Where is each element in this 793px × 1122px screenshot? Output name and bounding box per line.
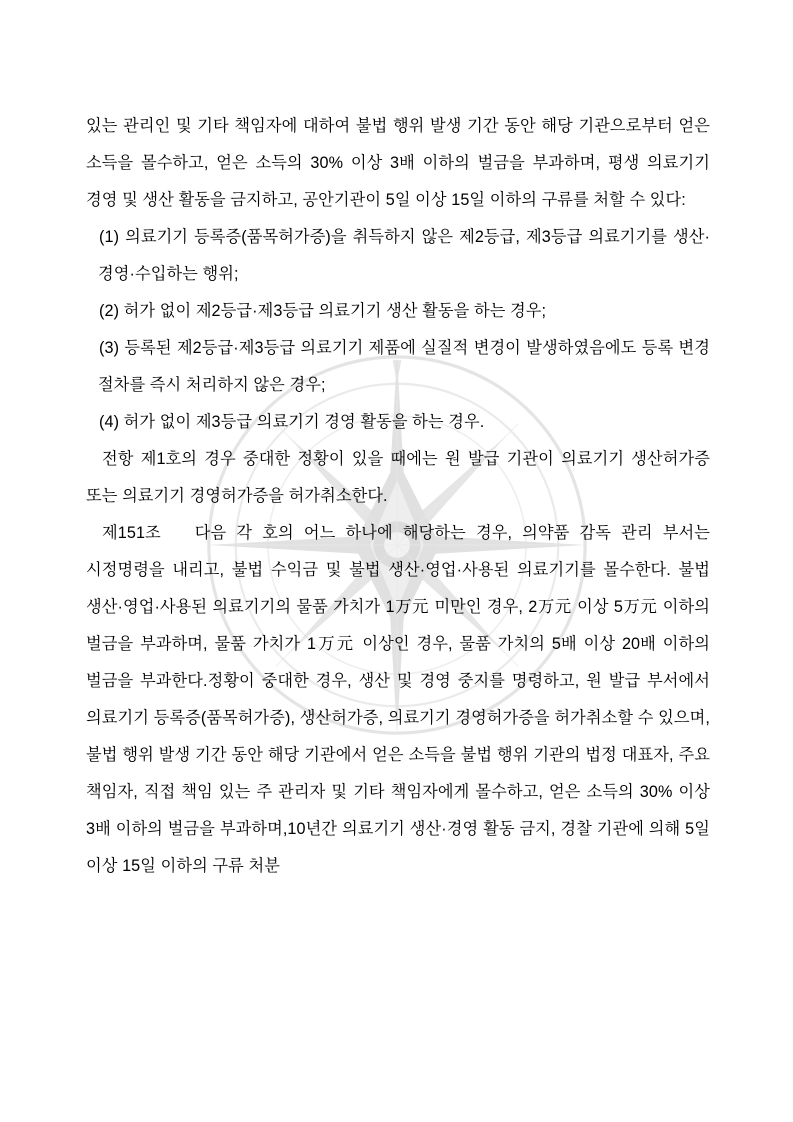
paragraph-continuation: 있는 관리인 및 기타 책임자에 대하여 불법 행위 발생 기간 동안 해당 기관으로부터 얻은 소득을 몰수하고, 얻은 소득의 30% 이상 3배 이하의 벌금을 부과하며, 평생 의료기기 경영 및 생산 활동을 금지하고, 공안기관이 5일 이상 15일 이하의 구류를 처할 수 있다: bbox=[86, 117, 710, 209]
article-number: 제151조 bbox=[102, 524, 161, 542]
list-item-3: (3) 등록된 제2등급·제3등급 의료기기 제품에 실질적 변경이 발생하였음에도 등록 변경 절차를 즉시 처리하지 않은 경우; bbox=[98, 339, 710, 394]
paragraph-preceding-clause: 전항 제1호의 경우 중대한 정황이 있을 때에는 원 발급 기관이 의료기기 생산허가증 또는 의료기기 경영허가증을 허가취소한다. bbox=[86, 450, 710, 505]
list-item-4: (4) 허가 없이 제3등급 의료기기 경영 활동을 하는 경우. bbox=[99, 413, 485, 431]
list-item-2: (2) 허가 없이 제2등급·제3등급 의료기기 생산 활동을 하는 경우; bbox=[99, 302, 547, 320]
article-151-paragraph bbox=[86, 515, 710, 885]
article-151-text: 다음 각 호의 어느 하나에 해당하는 경우, 의약품 감독 관리 부서는 시정명령을 내리고, 불법 수익금 및 불법 생산·영업·사용된 의료기기를 몰수한다. 불법 생산·영업·사용된 의료기기의 물품 가치가 1万元 미만인 경우, 2万元 이상 5万元 이하의 벌금을 부과하며, 물품 가치가 1万元 이상인 경우, 물품 가치의 5배 이상 20배 이하의 벌금을 부과한다.정황이 중대한 경우, 생산 및 경영 중지를 명령하고, 원 발급 부서에서 의료기기 등록증(품목허가증), 생산허가증, 의료기기 경영허가증을 허가취소할 수 있으며, 불법 행위 발생 기간 동안 해당 기관에서 얻은 소득을 불법 행위 기관의 법정 대표자, 주요 책임자, 직접 책임 있는 주 관리자 및 기타 책임자에게 몰수하고, 얻은 소득의 30% 이상 3배 이하의 벌금을 부과하며,10년간 의료기기 생산·경영 활동 금지, 경찰 기관에 의해 5일 이상 15일 이하의 구류 처분 bbox=[86, 524, 710, 875]
list-item-1: (1) 의료기기 등록증(품목허가증)을 취득하지 않은 제2등급, 제3등급 의료기기를 생산·경영·수입하는 행위; bbox=[98, 228, 710, 283]
document-text-body bbox=[86, 108, 710, 885]
